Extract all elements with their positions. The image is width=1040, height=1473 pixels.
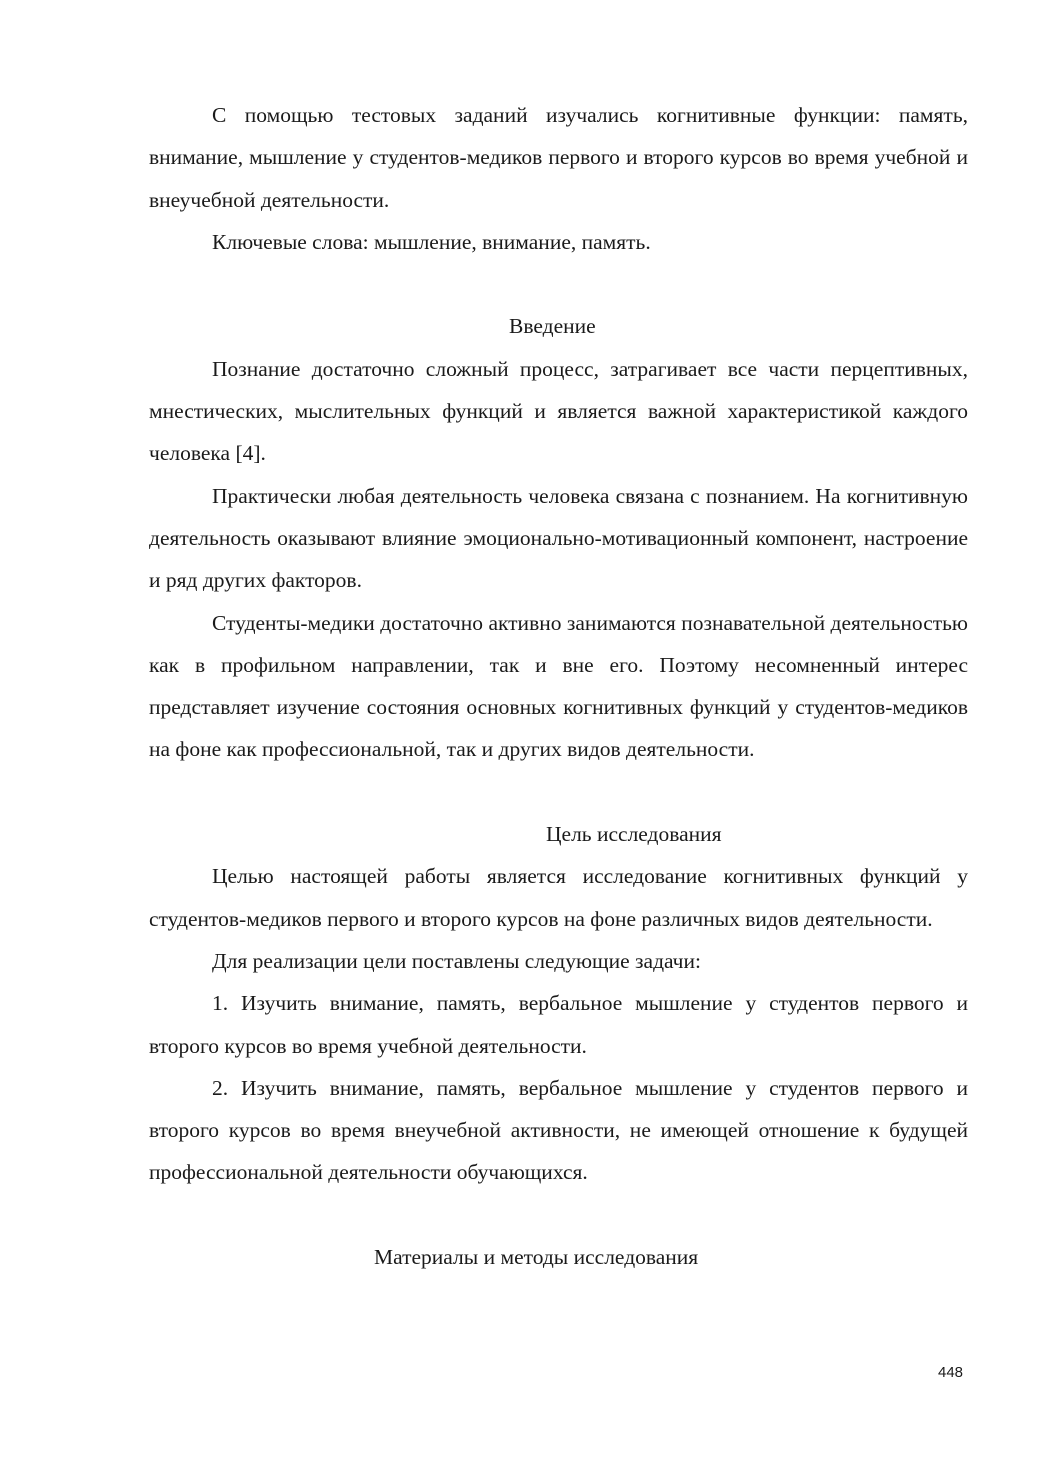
aim-paragraph-1: Целью настоящей работы является исследование когнитивных функций у студентов-медиков первого и второго курсов на фоне различных видов деятельности.	[149, 864, 968, 931]
introduction-paragraph-1: Познание достаточно сложный процесс, затрагивает все части перцептивных, мнестических, мыслительных функций и является важной характеристикой каждого человека [4].	[149, 356, 968, 466]
introduction-paragraph-3: Студенты-медики достаточно активно занимаются познавательной деятельностью как в профильном направлении, так и вне его. Поэтому несомненный интерес представляет изучение состояния основных когнитивных функций у студентов-медиков на фоне как профессиональной, так и других видов деятельности.	[149, 610, 968, 762]
page-number: 448	[938, 1364, 964, 1381]
spacer	[149, 1194, 968, 1236]
keywords-paragraph: Ключевые слова: мышление, внимание, память.	[212, 229, 651, 254]
section-heading-aim: Цель исследования	[546, 822, 722, 847]
section-heading-introduction: Введение	[509, 314, 596, 339]
aim-paragraph-2: Для реализации цели поставлены следующие задачи:	[212, 948, 701, 973]
abstract-paragraph: С помощью тестовых заданий изучались когнитивные функции: память, внимание, мышление у студентов-медиков первого и второго курсов во время учебной и внеучебной деятельности.	[149, 103, 968, 212]
aim-task-2: 2. Изучить внимание, память, вербальное мышление у студентов первого и второго курсов во время внеучебной активности, не имеющей отношение к будущей профессиональной деятельности обучающихся.	[149, 1075, 968, 1185]
spacer	[149, 263, 968, 305]
document-page	[149, 94, 968, 1278]
spacer	[149, 771, 968, 813]
introduction-paragraph-2: Практически любая деятельность человека связана с познанием. На когнитивную деятельность оказывают влияние эмоционально-мотивационный компонент, настроение и ряд других факторов.	[149, 483, 968, 593]
section-heading-methods: Материалы и методы исследования	[374, 1245, 699, 1270]
aim-task-1: 1. Изучить внимание, память, вербальное мышление у студентов первого и второго курсов во время учебной деятельности.	[149, 991, 968, 1058]
